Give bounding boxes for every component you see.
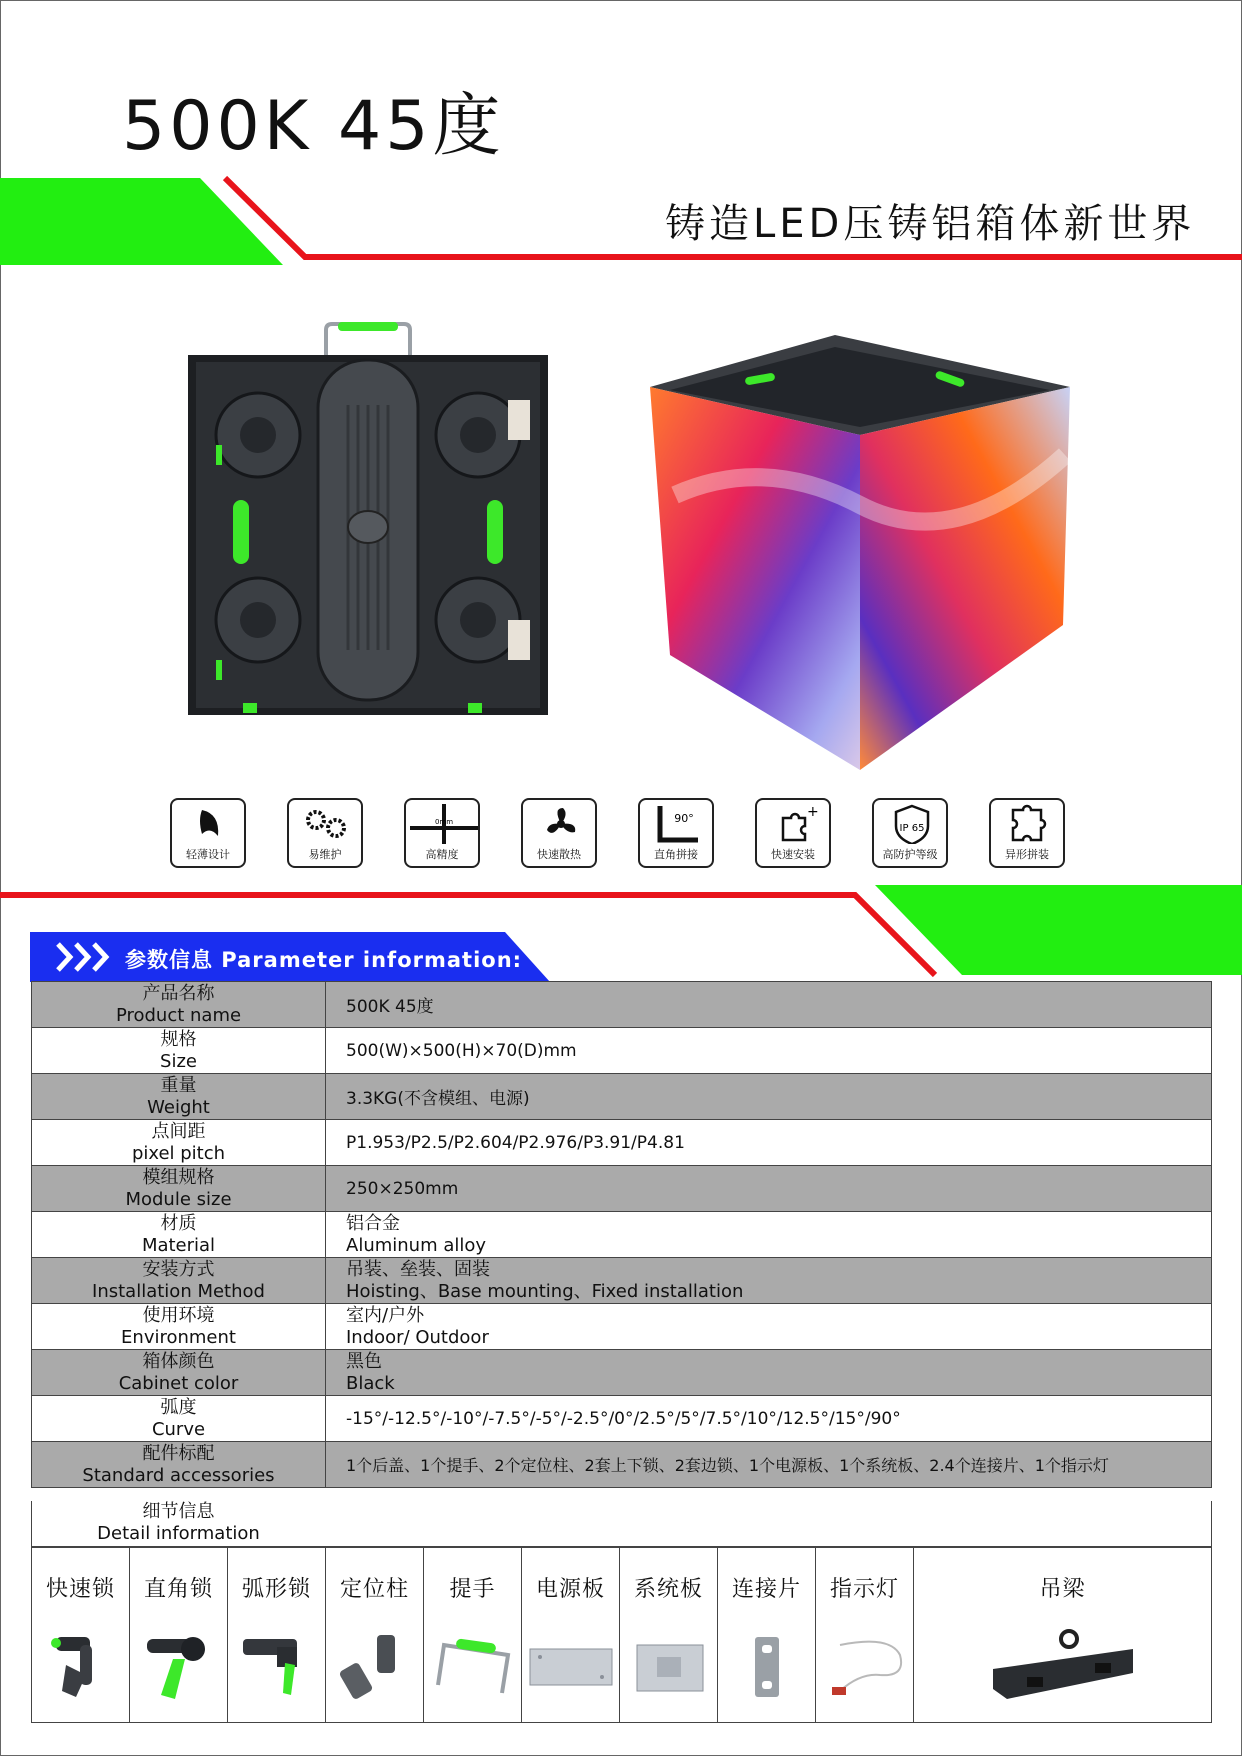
right-angle-lock-icon bbox=[139, 1625, 219, 1705]
feature-quick-install: + 快速安装 bbox=[755, 798, 831, 868]
part-cell: 指示灯 bbox=[816, 1548, 914, 1723]
table-row: 模组规格 Module size 250×250mm bbox=[32, 1166, 1212, 1212]
part-cell: 系统板 bbox=[620, 1548, 718, 1723]
table-row: 安装方式 Installation Method 吊装、垒装、固装 Hoisting、Base mounting、Fixed installation bbox=[32, 1258, 1212, 1304]
table-row: 点间距 pixel pitch P1.953/P2.5/P2.604/P2.976/P3.91/P4.81 bbox=[32, 1120, 1212, 1166]
parameter-header-text: 参数信息 Parameter information: bbox=[125, 948, 523, 972]
page-subtitle: 铸造LED压铸铝箱体新世界 bbox=[665, 201, 1196, 247]
cabinet-cube-image bbox=[645, 335, 1075, 770]
connector-plate-icon bbox=[737, 1625, 797, 1705]
feature-high-protection: IP 65 高防护等级 bbox=[872, 798, 948, 868]
svg-text:+: + bbox=[807, 804, 819, 820]
right-angle-icon bbox=[640, 804, 716, 844]
table-row: 产品名称 Product name 500K 45度 bbox=[32, 982, 1212, 1028]
precision-cross-icon bbox=[406, 804, 482, 844]
table-row: 弧度 Curve -15°/-12.5°/-10°/-7.5°/-5°/-2.5°/0°/2.5°/5°/7.5°/10°/12.5°/15°/90° bbox=[32, 1396, 1212, 1442]
part-cell: 定位柱 bbox=[326, 1548, 424, 1723]
feather-icon bbox=[172, 804, 248, 844]
svg-text:0mm: 0mm bbox=[434, 818, 454, 826]
feature-high-precision: 0mm 高精度 bbox=[404, 798, 480, 868]
part-cell: 提手 bbox=[424, 1548, 522, 1723]
part-cell: 弧形锁 bbox=[228, 1548, 326, 1723]
page-title: 500K 45度 bbox=[122, 87, 505, 166]
fan-icon bbox=[523, 804, 599, 844]
feature-irregular-assembly: 异形拼装 bbox=[989, 798, 1065, 868]
table-row: 箱体颜色 Cabinet color 黑色 Black bbox=[32, 1350, 1212, 1396]
table-row: 规格 Size 500(W)×500(H)×70(D)mm bbox=[32, 1028, 1212, 1074]
feature-right-angle-splice: 90° 直角拼接 bbox=[638, 798, 714, 868]
hanging-beam-icon bbox=[983, 1625, 1143, 1705]
arc-lock-icon bbox=[237, 1625, 317, 1705]
parameter-table bbox=[31, 981, 1212, 1488]
table-row: 配件标配 Standard accessories 1个后盖、1个提手、2个定位柱、2套上下锁、2套边锁、1个电源板、1个系统板、2.4个连接片、1个指示灯 bbox=[32, 1442, 1212, 1488]
table-row: 重量 Weight 3.3KG(不含模组、电源) bbox=[32, 1074, 1212, 1120]
feature-icons-row bbox=[170, 798, 1070, 872]
part-cell: 直角锁 bbox=[130, 1548, 228, 1723]
detail-info-row: 细节信息 Detail information bbox=[31, 1501, 1212, 1547]
svg-text:IP 65: IP 65 bbox=[899, 823, 925, 834]
feature-fast-cooling: 快速散热 bbox=[521, 798, 597, 868]
feature-easy-maintenance: 易维护 bbox=[287, 798, 363, 868]
locating-pin-icon bbox=[335, 1625, 415, 1705]
table-row: 材质 Material 铝合金 Aluminum alloy bbox=[32, 1212, 1212, 1258]
quick-lock-icon bbox=[46, 1625, 116, 1705]
part-cell: 连接片 bbox=[718, 1548, 816, 1723]
power-board-icon bbox=[526, 1625, 616, 1705]
system-board-icon bbox=[629, 1625, 709, 1705]
parameter-header bbox=[30, 932, 550, 982]
gears-icon bbox=[289, 804, 365, 844]
parts-table bbox=[31, 1547, 1212, 1723]
table-row: 使用环境 Environment 室内/户外 Indoor/ Outdoor bbox=[32, 1304, 1212, 1350]
shield-icon bbox=[874, 804, 950, 844]
puzzle-plus-icon bbox=[757, 804, 833, 844]
part-cell: 快速锁 bbox=[32, 1548, 130, 1723]
puzzle-icon bbox=[991, 804, 1067, 844]
cabinet-rear-image bbox=[188, 320, 548, 725]
feature-thin-design: 轻薄设计 bbox=[170, 798, 246, 868]
indicator-light-icon bbox=[820, 1625, 910, 1705]
part-cell: 吊梁 bbox=[914, 1548, 1212, 1723]
svg-text:90°: 90° bbox=[674, 812, 694, 825]
part-cell: 电源板 bbox=[522, 1548, 620, 1723]
handle-icon bbox=[428, 1625, 518, 1705]
